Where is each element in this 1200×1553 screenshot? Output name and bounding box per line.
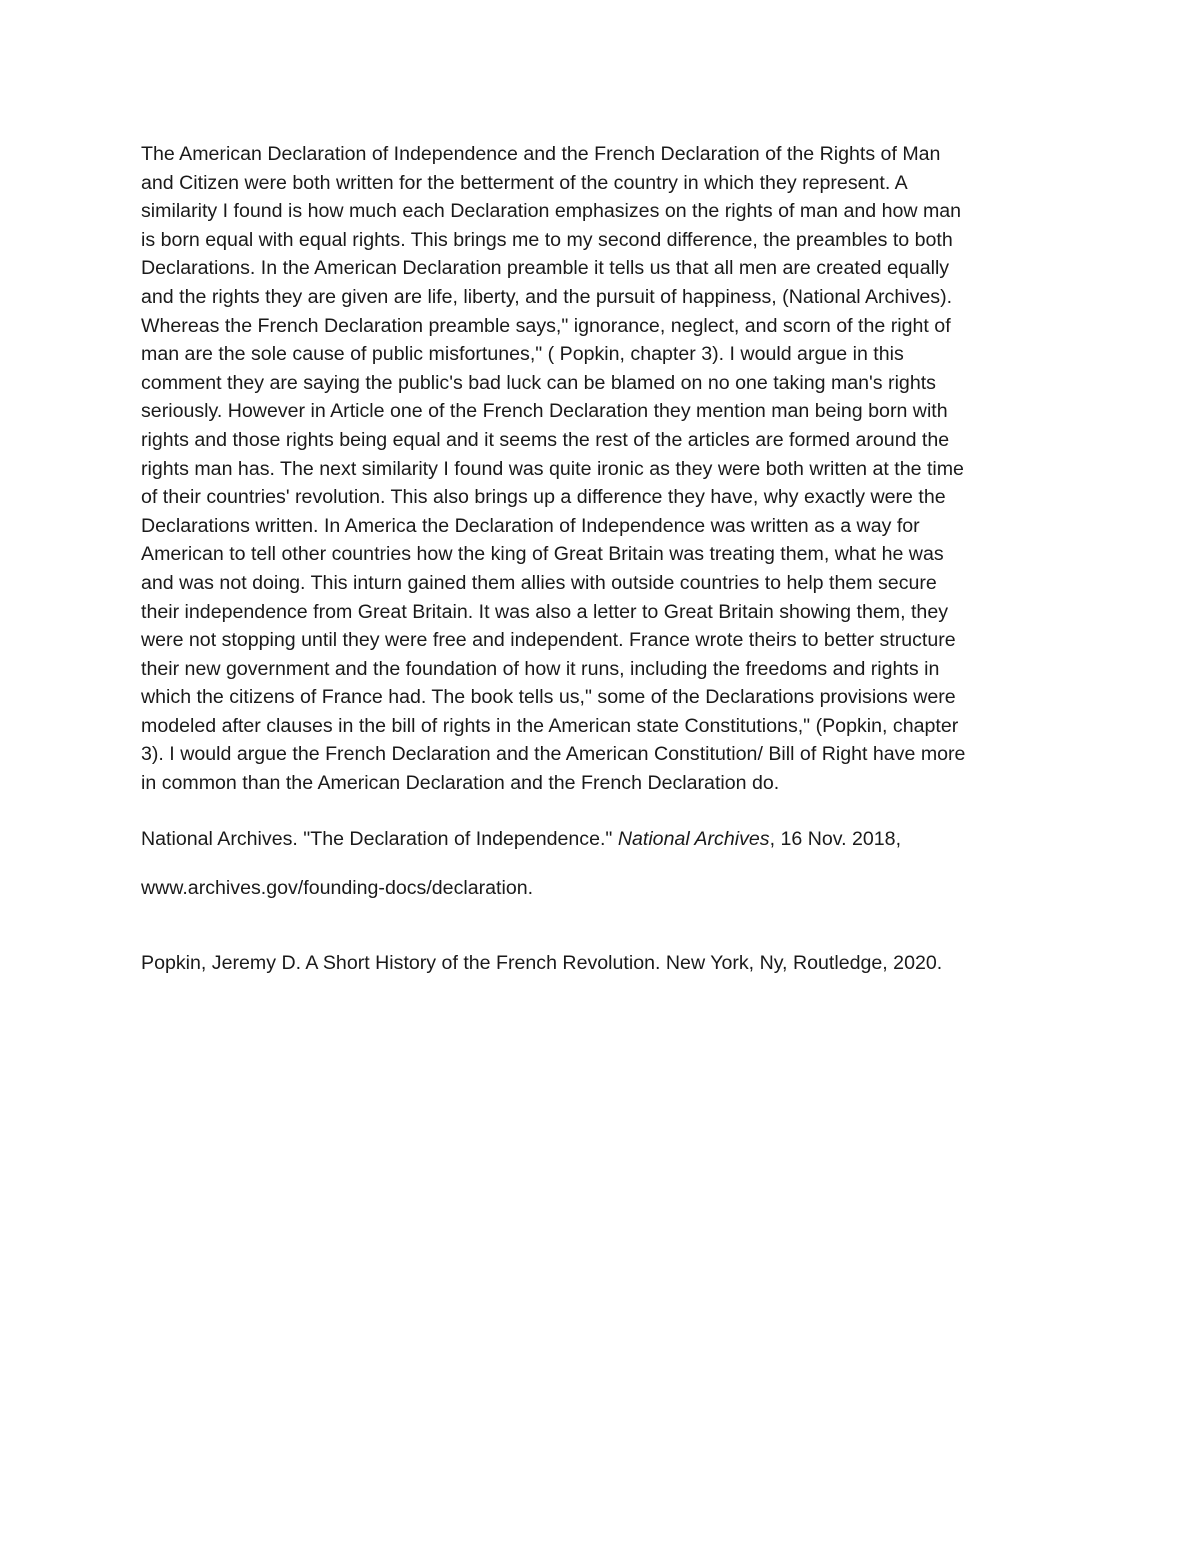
citation-national-archives bbox=[141, 825, 1061, 853]
essay-line: comment they are saying the public's bad luck can be blamed on no one taking man's rights bbox=[141, 371, 936, 394]
essay-line: and the rights they are given are life, liberty, and the pursuit of happiness, (National Archives). bbox=[141, 285, 953, 308]
essay-line: Declarations written. In America the Declaration of Independence was written as a way for bbox=[141, 514, 920, 537]
essay-line: American to tell other countries how the king of Great Britain was treating them, what he was bbox=[141, 543, 944, 566]
essay-line: and was not doing. This inturn gained them allies with outside countries to help them secure bbox=[141, 571, 937, 594]
citation-italic-source: National Archives bbox=[617, 828, 770, 850]
essay-line: man are the sole cause of public misfortunes," ( Popkin, chapter 3). I would argue in this bbox=[141, 343, 904, 366]
essay-paragraph bbox=[141, 140, 1061, 798]
essay-line: seriously. However in Article one of the French Declaration they mention man being born with bbox=[141, 400, 948, 423]
essay-line: is born equal with equal rights. This brings me to my second difference, the preambles to both bbox=[141, 228, 953, 251]
essay-line: rights man has. The next similarity I found was quite ironic as they were both written at the time bbox=[141, 457, 964, 480]
essay-line: were not stopping until they were free and independent. France wrote theirs to better structure bbox=[141, 629, 956, 652]
citation-popkin: Popkin, Jeremy D. A Short History of the French Revolution. New York, Ny, Routledge, 2020. bbox=[141, 952, 943, 974]
essay-line: Declarations. In the American Declaration preamble it tells us that all men are created equally bbox=[141, 257, 950, 280]
essay-line: and Citizen were both written for the betterment of the country in which they represent. A bbox=[141, 171, 908, 194]
essay-line: Whereas the French Declaration preamble says," ignorance, neglect, and scorn of the right of bbox=[141, 314, 951, 337]
essay-line: their independence from Great Britain. It was also a letter to Great Britain showing them, they bbox=[141, 600, 949, 623]
essay-line: similarity I found is how much each Declaration emphasizes on the rights of man and how man bbox=[141, 200, 962, 223]
citation-prefix: National Archives. "The Declaration of Independence." bbox=[141, 828, 618, 850]
essay-line: 3). I would argue the French Declaration and the American Constitution/ Bill of Right have more bbox=[141, 743, 966, 766]
essay-line: modeled after clauses in the bill of rights in the American state Constitutions," (Popkin, chapter bbox=[141, 714, 959, 737]
essay-line: which the citizens of France had. The book tells us," some of the Declarations provisions were bbox=[141, 686, 956, 709]
essay-line: of their countries' revolution. This also brings up a difference they have, why exactly were the bbox=[141, 486, 946, 509]
citation-suffix: , 16 Nov. 2018, bbox=[769, 828, 902, 850]
essay-line: rights and those rights being equal and it seems the rest of the articles are formed around the bbox=[141, 428, 950, 451]
essay-line: in common than the American Declaration and the French Declaration do. bbox=[141, 772, 780, 795]
essay-line: The American Declaration of Independence and the French Declaration of the Rights of Man bbox=[141, 143, 941, 165]
citation-url: www.archives.gov/founding-docs/declaration. bbox=[141, 877, 534, 899]
essay-line: their new government and the foundation of how it runs, including the freedoms and rights in bbox=[141, 657, 940, 680]
